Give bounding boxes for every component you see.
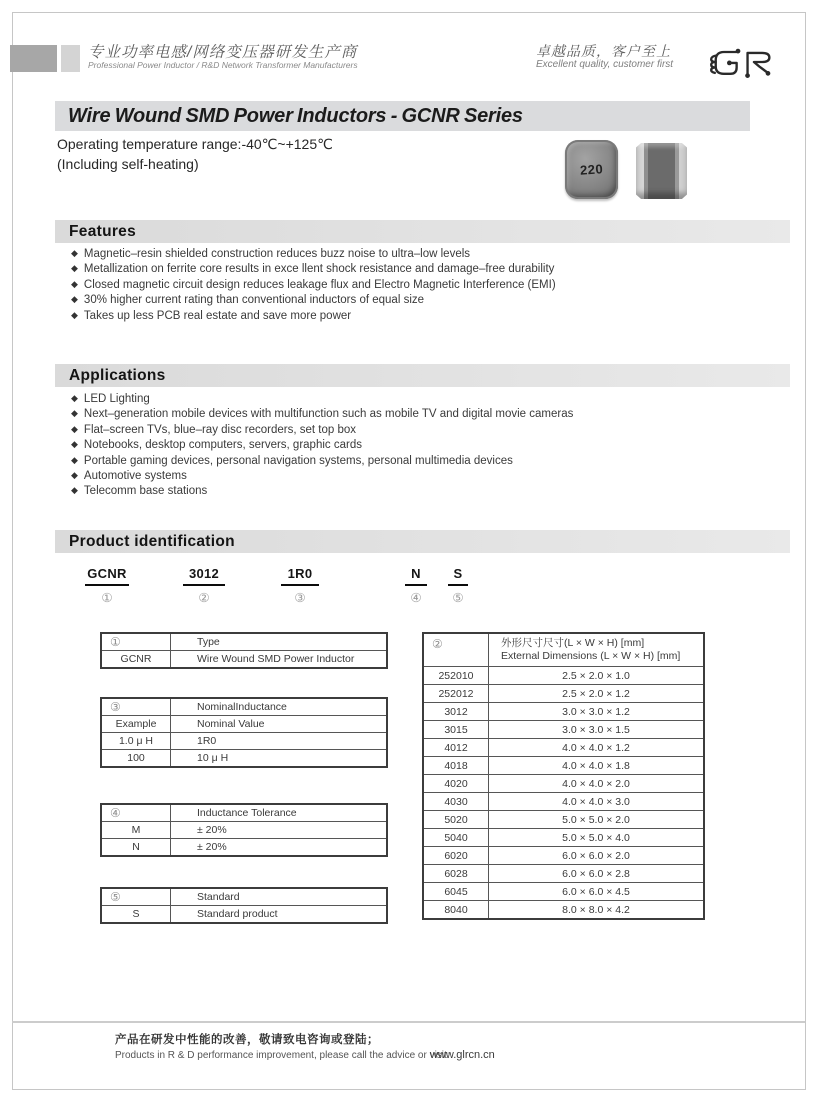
size-code-cell: 4012 <box>423 739 489 757</box>
feature-item <box>71 308 556 323</box>
circled-number: ② <box>198 591 210 605</box>
table-row <box>423 757 704 775</box>
dimensions-cell: 5.0 × 5.0 × 4.0 <box>489 829 705 847</box>
circled-number: ④ <box>410 591 422 605</box>
size-code-cell: 4030 <box>423 793 489 811</box>
header-light-square <box>61 45 80 72</box>
slogan-zh: 卓越品质，客户至上 <box>536 43 671 59</box>
inductor-side-view-photo <box>636 143 687 199</box>
footer-divider <box>12 1021 805 1023</box>
applications-heading: Applications <box>69 366 166 384</box>
application-text: Notebooks, desktop computers, servers, graphic cards <box>83 439 362 452</box>
table-header-row <box>101 804 387 822</box>
features-heading: Features <box>69 222 137 240</box>
dimensions-cell: 2.5 × 2.0 × 1.2 <box>489 685 705 703</box>
dimensions-cell: 6.0 × 6.0 × 2.8 <box>489 865 705 883</box>
operating-temp-line2: (Including self-heating) <box>57 156 199 172</box>
application-text: Flat–screen TVs, blue–ray disc recorders, set top box <box>83 423 357 436</box>
size-code-cell: 5040 <box>423 829 489 847</box>
table-cell: Example <box>101 716 171 733</box>
application-item <box>71 406 573 421</box>
product-identification-heading-bar <box>55 530 790 553</box>
size-code-cell: 3015 <box>423 721 489 739</box>
header-dark-square <box>10 45 57 72</box>
application-text: Telecomm base stations <box>83 485 208 498</box>
nominal-inductance-table-body <box>101 716 387 768</box>
table-row <box>423 667 704 685</box>
bullet-icon: ◆ <box>71 263 78 274</box>
size-code-cell: 5020 <box>423 811 489 829</box>
table-row <box>423 685 704 703</box>
table-row <box>423 865 704 883</box>
table-cell: ± 20% <box>171 839 388 857</box>
dimensions-cell: 2.5 × 2.0 × 1.0 <box>489 667 705 685</box>
features-list <box>71 246 556 323</box>
table-title: NominalInductance <box>171 698 388 716</box>
feature-item <box>71 261 556 276</box>
part-code-segment-tolerance <box>405 566 427 605</box>
external-dimensions-table-body <box>423 667 704 920</box>
part-code-segment-standard <box>448 566 468 605</box>
standard-table <box>100 887 388 924</box>
application-text: Portable gaming devices, personal navigation systems, personal multimedia devices <box>83 454 513 467</box>
dimensions-cell: 4.0 × 4.0 × 2.0 <box>489 775 705 793</box>
company-name-en: Professional Power Inductor / R&D Network Transformer Manufacturers <box>88 60 358 70</box>
size-code-cell: 6020 <box>423 847 489 865</box>
table-row <box>423 829 704 847</box>
table-header-row <box>423 633 704 667</box>
feature-text: Metallization on ferrite core results in exce llent shock resistance and damage–free durability <box>83 263 555 276</box>
page-title-bar <box>55 101 750 131</box>
nominal-inductance-table <box>100 697 388 768</box>
circled-number: ⑤ <box>452 591 464 605</box>
table-row <box>101 822 387 839</box>
table-cell: GCNR <box>101 651 171 669</box>
table-row <box>423 901 704 920</box>
table-title: Standard <box>171 888 388 906</box>
circled-number: ④ <box>101 804 171 822</box>
bullet-icon: ◆ <box>71 393 78 403</box>
bullet-icon: ◆ <box>71 423 78 434</box>
table-cell: Standard product <box>171 906 388 924</box>
table-row <box>101 906 387 924</box>
external-dimensions-table <box>422 632 705 920</box>
application-item <box>71 468 573 483</box>
feature-item <box>71 292 556 307</box>
application-text: Automotive systems <box>83 470 187 483</box>
footer-note-zh: 产品在研发中性能的改善，敬请致电咨询或登陆； <box>115 1034 379 1046</box>
standard-table-body <box>101 906 387 924</box>
table-row <box>423 811 704 829</box>
bullet-icon: ◆ <box>71 454 78 465</box>
size-code-cell: 252010 <box>423 667 489 685</box>
slogan-en: Excellent quality, customer first <box>536 59 674 70</box>
table-row <box>101 716 387 733</box>
application-item <box>71 437 573 452</box>
table-row <box>423 739 704 757</box>
dimensions-cell: 6.0 × 6.0 × 2.0 <box>489 847 705 865</box>
table-row <box>423 703 704 721</box>
inductance-tolerance-table-body <box>101 822 387 857</box>
bullet-icon: ◆ <box>71 439 78 450</box>
dimensions-cell: 8.0 × 8.0 × 4.2 <box>489 901 705 920</box>
circled-number: ③ <box>294 591 306 605</box>
footer-note-en: Products in R & D performance improvement, please call the advice or visit: <box>115 1050 450 1061</box>
table-row <box>101 839 387 857</box>
table-header-row <box>101 888 387 906</box>
table-cell: ± 20% <box>171 822 388 839</box>
table-row <box>101 750 387 768</box>
part-code-value: S <box>448 566 468 586</box>
part-code-value: 1R0 <box>281 566 319 586</box>
table-cell: Wire Wound SMD Power Inductor <box>171 651 388 669</box>
dimensions-cell: 4.0 × 4.0 × 1.2 <box>489 739 705 757</box>
dimensions-cell: 3.0 × 3.0 × 1.2 <box>489 703 705 721</box>
size-code-cell: 8040 <box>423 901 489 920</box>
size-code-cell: 6045 <box>423 883 489 901</box>
size-code-cell: 6028 <box>423 865 489 883</box>
part-code-segment-inductance <box>281 566 319 605</box>
feature-text: 30% higher current rating than conventional inductors of equal size <box>83 294 425 307</box>
table-cell: 10 μ H <box>171 750 388 768</box>
table-cell: S <box>101 906 171 924</box>
application-item <box>71 391 573 406</box>
application-item <box>71 453 573 468</box>
table-cell: 1.0 μ H <box>101 733 171 750</box>
circled-number: ② <box>423 633 489 667</box>
table-title: Inductance Tolerance <box>171 804 388 822</box>
type-table <box>100 632 388 669</box>
glr-logo-icon <box>700 42 786 82</box>
application-item <box>71 483 573 498</box>
size-code-cell: 4018 <box>423 757 489 775</box>
bullet-icon: ◆ <box>71 408 78 419</box>
table-row <box>423 883 704 901</box>
inductance-tolerance-table <box>100 803 388 857</box>
table-cell: 100 <box>101 750 171 768</box>
part-code-segment-size <box>183 566 225 605</box>
feature-text: Takes up less PCB real estate and save more power <box>83 309 352 322</box>
dimensions-cell: 3.0 × 3.0 × 1.5 <box>489 721 705 739</box>
type-table-body <box>101 651 387 669</box>
size-code-cell: 4020 <box>423 775 489 793</box>
bullet-icon: ◆ <box>71 309 78 320</box>
table-header-row <box>101 633 387 651</box>
part-code-value: 3012 <box>183 566 225 586</box>
table-cell: Nominal Value <box>171 716 388 733</box>
table-row <box>423 847 704 865</box>
company-name-zh: 专业功率电感/网络变压器研发生产商 <box>88 44 358 61</box>
part-code-segment-type <box>85 566 129 605</box>
inductor-marking: 220 <box>579 161 604 178</box>
circled-number: ③ <box>101 698 171 716</box>
part-code-value: N <box>405 566 427 586</box>
circled-number: ⑤ <box>101 888 171 906</box>
circled-number: ① <box>101 633 171 651</box>
table-header-row <box>101 698 387 716</box>
dimensions-cell: 4.0 × 4.0 × 3.0 <box>489 793 705 811</box>
footer-url: www.glrcn.cn <box>430 1049 495 1061</box>
applications-heading-bar <box>55 364 790 387</box>
feature-item <box>71 246 556 261</box>
dimensions-title-en: External Dimensions (L × W × H) [mm] <box>501 650 681 662</box>
table-row <box>101 733 387 750</box>
size-code-cell: 3012 <box>423 703 489 721</box>
operating-temp-line1: Operating temperature range:-40℃~+125℃ <box>57 136 333 152</box>
feature-item <box>71 277 556 292</box>
dimensions-title-zh: 外形尺寸尺寸(L × W × H) [mm] <box>501 636 645 649</box>
table-cell: N <box>101 839 171 857</box>
page-title: Wire Wound SMD Power Inductors - GCNR Series <box>68 104 523 127</box>
table-cell: M <box>101 822 171 839</box>
inductor-top-view-photo <box>565 140 618 199</box>
size-code-cell: 252012 <box>423 685 489 703</box>
dimensions-cell: 5.0 × 5.0 × 2.0 <box>489 811 705 829</box>
circled-number: ① <box>101 591 113 605</box>
part-code-value: GCNR <box>85 566 129 586</box>
dimensions-cell: 6.0 × 6.0 × 4.5 <box>489 883 705 901</box>
bullet-icon: ◆ <box>71 470 78 481</box>
feature-text: Magnetic–resin shielded construction reduces buzz noise to ultra–low levels <box>83 248 471 260</box>
table-title <box>489 633 705 667</box>
table-row <box>423 721 704 739</box>
table-row <box>423 793 704 811</box>
dimensions-cell: 4.0 × 4.0 × 1.8 <box>489 757 705 775</box>
application-text: LED Lighting <box>83 393 150 405</box>
table-row <box>423 775 704 793</box>
bullet-icon: ◆ <box>71 294 78 305</box>
bullet-icon: ◆ <box>71 485 78 496</box>
application-item <box>71 422 573 437</box>
features-heading-bar <box>55 220 790 243</box>
applications-list <box>71 391 573 499</box>
feature-text: Closed magnetic circuit design reduces leakage flux and Electro Magnetic Interference (EMI) <box>83 278 556 291</box>
product-identification-heading: Product identification <box>69 532 235 550</box>
table-title: Type <box>171 633 388 651</box>
application-text: Next–generation mobile devices with multifunction such as mobile TV and digital movie cameras <box>83 408 574 421</box>
table-row <box>101 651 387 669</box>
bullet-icon: ◆ <box>71 278 78 289</box>
bullet-icon: ◆ <box>71 248 78 258</box>
table-cell: 1R0 <box>171 733 388 750</box>
